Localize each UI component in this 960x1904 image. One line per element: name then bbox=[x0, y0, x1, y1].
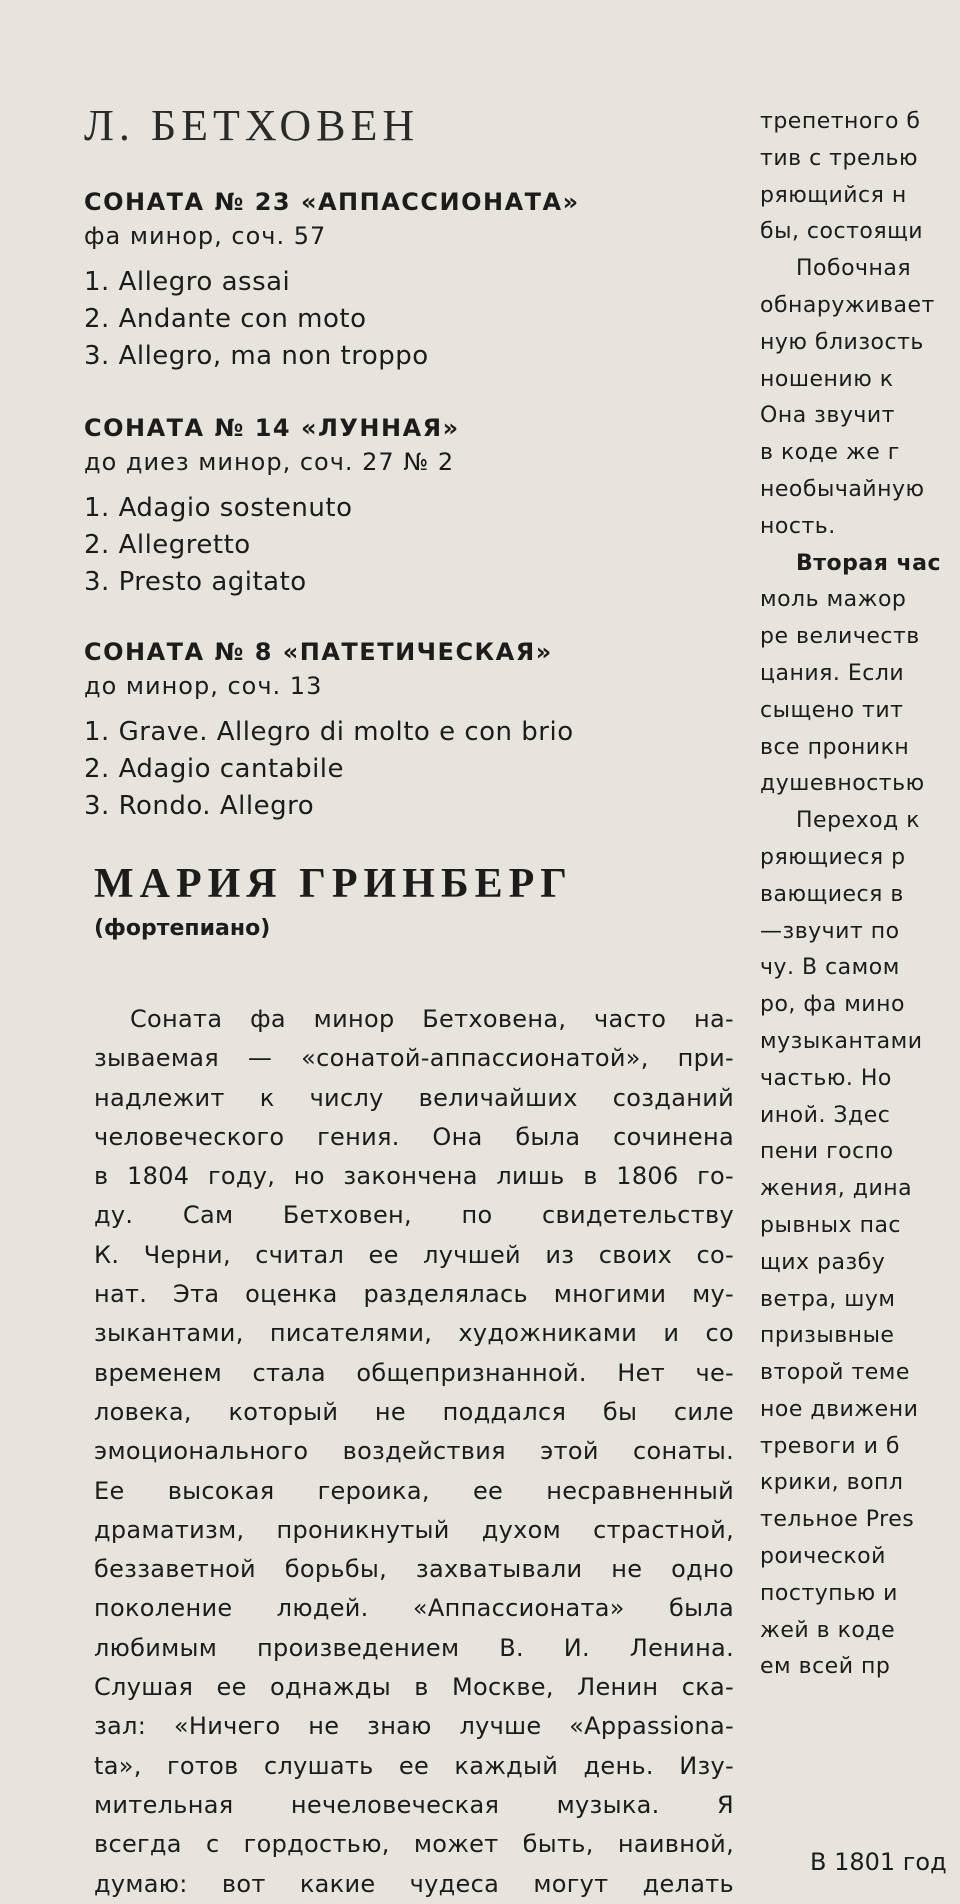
text-line: беззаветной борьбы, захватывали не одно bbox=[94, 1555, 734, 1584]
text-line: драматизм, проникнутый духом страстной, bbox=[94, 1515, 734, 1544]
text-line: Переход к bbox=[796, 808, 921, 834]
right-column-cropped bbox=[760, 104, 960, 1686]
movement-item: 3. Presto agitato bbox=[84, 567, 307, 597]
text-line: цания. Если bbox=[760, 660, 905, 686]
sonata-block-23 bbox=[84, 188, 580, 375]
text-line: моль мажор bbox=[760, 587, 907, 613]
text-line: необычайную bbox=[760, 476, 925, 502]
text-line: всегда с гордостью, может быть, наивной, bbox=[94, 1830, 734, 1859]
text-line: Она звучит bbox=[760, 403, 895, 429]
movement-item: 1. Adagio sostenuto bbox=[84, 493, 353, 523]
text-line: вающиеся в bbox=[760, 881, 904, 907]
right-column-footer-line: В 1801 год bbox=[810, 1848, 947, 1876]
text-line: думаю: вот какие чудеса могут делать bbox=[94, 1869, 734, 1898]
text-line: жей в коде bbox=[760, 1617, 896, 1643]
text-line: бы, состоящи bbox=[760, 219, 924, 245]
text-line: нат. Эта оценка разделялась многими му- bbox=[94, 1280, 734, 1309]
text-line: поступью и bbox=[760, 1580, 898, 1606]
text-line: надлежит к числу величайших созданий bbox=[94, 1083, 734, 1112]
text-line: ношению к bbox=[760, 366, 894, 392]
text-line: К. Черни, считал ее лучшей из своих со- bbox=[94, 1240, 734, 1269]
text-line: иной. Здес bbox=[760, 1102, 891, 1128]
text-line: призывные bbox=[760, 1323, 895, 1349]
text-line: Побочная bbox=[796, 256, 912, 282]
text-line: Слушая ее однажды в Москве, Ленин ска- bbox=[94, 1673, 734, 1702]
text-line: частью. Но bbox=[760, 1065, 892, 1091]
text-line: душевностью bbox=[760, 771, 925, 797]
text-line: тельное Pres bbox=[760, 1507, 915, 1533]
text-line: обнаруживает bbox=[760, 292, 935, 318]
text-line: эмоционального воздействия этой сонаты. bbox=[94, 1437, 734, 1466]
movement-list bbox=[84, 714, 574, 825]
sonata-title: СОНАТА № 23 «АППАССИОНАТА» bbox=[84, 188, 580, 216]
text-line: ность. bbox=[760, 513, 836, 539]
text-line: в коде же г bbox=[760, 440, 900, 466]
text-line: Ее высокая героика, ее несравненный bbox=[94, 1476, 734, 1505]
text-line: чу. В самом bbox=[760, 955, 900, 981]
text-line: крики, вопл bbox=[760, 1470, 904, 1496]
text-line: трепетного б bbox=[760, 109, 921, 134]
performer-name: МАРИЯ ГРИНБЕРГ bbox=[94, 861, 574, 907]
movement-list bbox=[84, 490, 460, 601]
text-line: ную близость bbox=[760, 329, 924, 355]
movement-item: 3. Rondo. Allegro bbox=[84, 791, 315, 821]
movement-item: 1. Allegro assai bbox=[84, 267, 291, 297]
text-line: —звучит по bbox=[760, 918, 900, 944]
sonata-key: до минор, соч. 13 bbox=[84, 672, 323, 700]
text-line: ловека, который не поддался бы силе bbox=[94, 1397, 734, 1426]
text-line: ро, фа мино bbox=[760, 992, 905, 1018]
text-line: сыщено тит bbox=[760, 697, 904, 723]
text-line: мительная нечеловеческая музыка. Я bbox=[94, 1790, 734, 1819]
text-line: человеческого гения. Она была сочинена bbox=[94, 1122, 734, 1151]
text-line: музыкантами bbox=[760, 1028, 923, 1054]
sonata-key: фа минор, соч. 57 bbox=[84, 222, 327, 250]
sonata-title: СОНАТА № 8 «ПАТЕТИЧЕСКАЯ» bbox=[84, 638, 553, 666]
movement-item: 3. Allegro, ma non troppo bbox=[84, 341, 429, 371]
sonata-block-8 bbox=[84, 638, 574, 825]
text-line: второй теме bbox=[760, 1360, 910, 1386]
text-line: ное движени bbox=[760, 1396, 919, 1422]
composer-name: Л. БЕТХОВЕН bbox=[84, 101, 420, 150]
text-line: жения, дина bbox=[760, 1176, 913, 1202]
text-line: пени госпо bbox=[760, 1139, 894, 1165]
text-line: тревоги и б bbox=[760, 1433, 900, 1459]
movement-item: 1. Grave. Allegro di molto e con brio bbox=[84, 717, 574, 747]
text-line: тив с трелью bbox=[760, 145, 919, 171]
text-line: зал: «Ничего не знаю лучше «Appassiona- bbox=[94, 1712, 734, 1741]
text-line: ветра, шум bbox=[760, 1286, 896, 1312]
sonata-key: до диез минор, соч. 27 № 2 bbox=[84, 448, 455, 476]
text-line: ряющийся н bbox=[760, 182, 907, 208]
text-line: зыкантами, писателями, художниками и со bbox=[94, 1319, 734, 1348]
text-line: ряющиеся р bbox=[760, 844, 906, 870]
sonata-title: СОНАТА № 14 «ЛУННАЯ» bbox=[84, 414, 460, 442]
text-line: ре величеств bbox=[760, 624, 920, 650]
movement-list bbox=[84, 264, 580, 375]
text-line: ду. Сам Бетховен, по свидетельству bbox=[94, 1201, 734, 1230]
movement-item: 2. Adagio cantabile bbox=[84, 754, 345, 784]
liner-notes-text bbox=[94, 1000, 734, 1904]
sonata-block-14 bbox=[84, 414, 460, 601]
text-line: в 1804 году, но закончена лишь в 1806 го- bbox=[94, 1162, 734, 1191]
text-line: любимым произведением В. И. Ленина. bbox=[94, 1633, 734, 1662]
text-line: Соната фа минор Бетховена, часто на- bbox=[130, 1005, 734, 1033]
performer-instrument: (фортепиано) bbox=[94, 916, 271, 941]
movement-item: 2. Andante con moto bbox=[84, 304, 367, 334]
text-line: временем стала общепризнанной. Нет че- bbox=[94, 1358, 734, 1387]
text-line: Вторая час bbox=[796, 550, 942, 576]
text-line: зываемая — «сонатой-аппассионатой», при- bbox=[94, 1044, 734, 1073]
movement-item: 2. Allegretto bbox=[84, 530, 251, 560]
text-line: поколение людей. «Аппассионата» была bbox=[94, 1594, 734, 1623]
text-line: роической bbox=[760, 1544, 886, 1570]
text-line: рывных пас bbox=[760, 1212, 902, 1238]
text-line: ем всей пр bbox=[760, 1654, 891, 1680]
text-line: щих разбу bbox=[760, 1249, 886, 1275]
text-line: ta», готов слушать ее каждый день. Изу- bbox=[94, 1751, 734, 1780]
text-line: все проникн bbox=[760, 734, 910, 760]
